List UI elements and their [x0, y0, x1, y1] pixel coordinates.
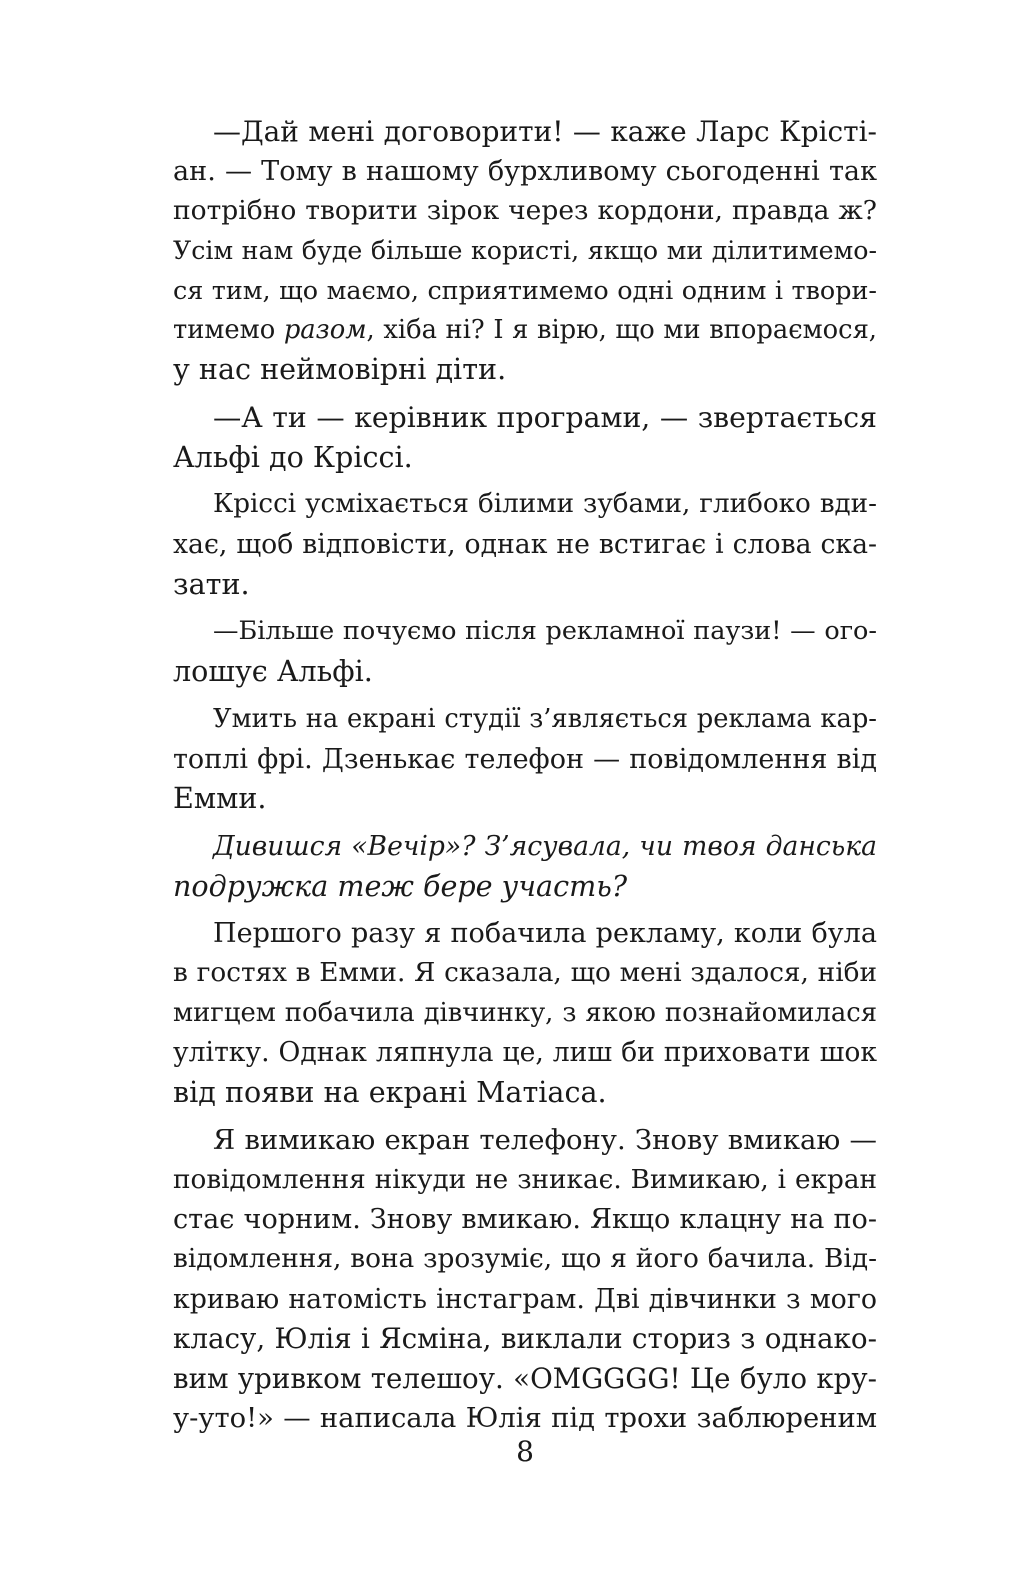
text-line: від появи на екрані Матіаса. [173, 1075, 607, 1110]
text-line: —Дай мені договорити! — каже Ларс Крісті- [213, 115, 877, 148]
text-line: Першого разу я побачила рекламу, коли була [213, 918, 877, 950]
paragraph-gap [173, 604, 877, 612]
text-line: мигцем побачила дівчинку, з якою познайомилася [173, 997, 877, 1028]
paragraph-alfie-question [173, 398, 877, 477]
text-line: Усім нам буде більше користі, якщо ми ділитимемо- [173, 236, 877, 266]
text-line: ан. — Тому в нашому бурхливому сьогоденні так [173, 155, 877, 187]
text-line: потрібно творити зірок через кордони, правда ж? [173, 195, 877, 227]
text-line: Я вимикаю екран телефону. Знову вмикаю — [213, 1124, 877, 1156]
paragraph-gap [173, 906, 877, 914]
paragraph-chrissie-smile [173, 485, 877, 604]
text-line-with-emphasis [173, 311, 877, 351]
text-line: зати. [173, 566, 250, 601]
page-number: 8 [516, 1435, 534, 1468]
paragraph-lars-speech [173, 112, 877, 390]
paragraph-emma-message [173, 827, 877, 906]
paragraph-gap [173, 477, 877, 485]
text-line: подружка теж бере участь? [173, 868, 628, 903]
text-line: лошує Альфі. [173, 654, 373, 689]
text-line: —Більше почуємо після рекламної паузи! — ого- [213, 616, 877, 647]
paragraph-gap [173, 390, 877, 398]
text-line: Умить на екрані студії з’являється реклама кар- [213, 703, 877, 734]
text-line: криваю натомість інстаграм. Дві дівчинки з мого [173, 1283, 877, 1315]
text-fragment: тимемо [173, 314, 284, 345]
paragraph-gap [173, 1113, 877, 1121]
text-line: Альфі до Кріссі. [173, 439, 413, 474]
text-line: топлі фрі. Дзенькає телефон — повідомлення від [173, 743, 877, 775]
paragraph-gap [173, 692, 877, 700]
text-line: у нас неймовірні діти. [173, 352, 507, 387]
page-body [173, 112, 877, 1439]
text-fragment: , хіба ні? І я вірю, що ми впораємося, [366, 314, 877, 345]
text-line: класу, Юлія і Ясміна, виклали сториз з однако- [173, 1322, 877, 1356]
text-line: стає чорним. Знову вмикаю. Якщо клацну на по- [173, 1204, 877, 1236]
text-line: у-уто!» — написала Юлія під трохи заблюреним [173, 1402, 877, 1434]
text-line: відомлення, вона зрозуміє, що я його бачила. Від- [173, 1243, 877, 1274]
text-line: Дивишся «Вечір»? З’ясувала, чи твоя данська [213, 830, 877, 862]
paragraph-fries-ad [173, 700, 877, 819]
emphasized-word: разом [283, 314, 367, 345]
text-line: Кріссі усміхається білими зубами, глибоко вди- [213, 489, 877, 520]
text-line: повідомлення нікуди не зникає. Вимикаю, і екран [173, 1164, 877, 1195]
text-line: —А ти — керівник програми, — звертається [213, 400, 877, 434]
text-line: улітку. Однак ляпнула це, лиш би приховати шок [173, 1037, 877, 1069]
text-line: хає, щоб відповісти, однак не встигає і слова ска- [173, 529, 877, 561]
text-line: ся тим, що маємо, сприятимемо одні одним і твори- [173, 274, 877, 305]
paragraph-first-ad-memory [173, 914, 877, 1113]
paragraph-gap [173, 819, 877, 827]
text-line: в гостях в Емми. Я сказала, що мені здалося, ніби [173, 958, 877, 989]
paragraph-phone-screen [173, 1121, 877, 1439]
text-line: Емми. [173, 781, 267, 816]
paragraph-ad-break [173, 612, 877, 691]
text-line: вим уривком телешоу. «OMGGGG! Це було кру- [173, 1362, 877, 1396]
